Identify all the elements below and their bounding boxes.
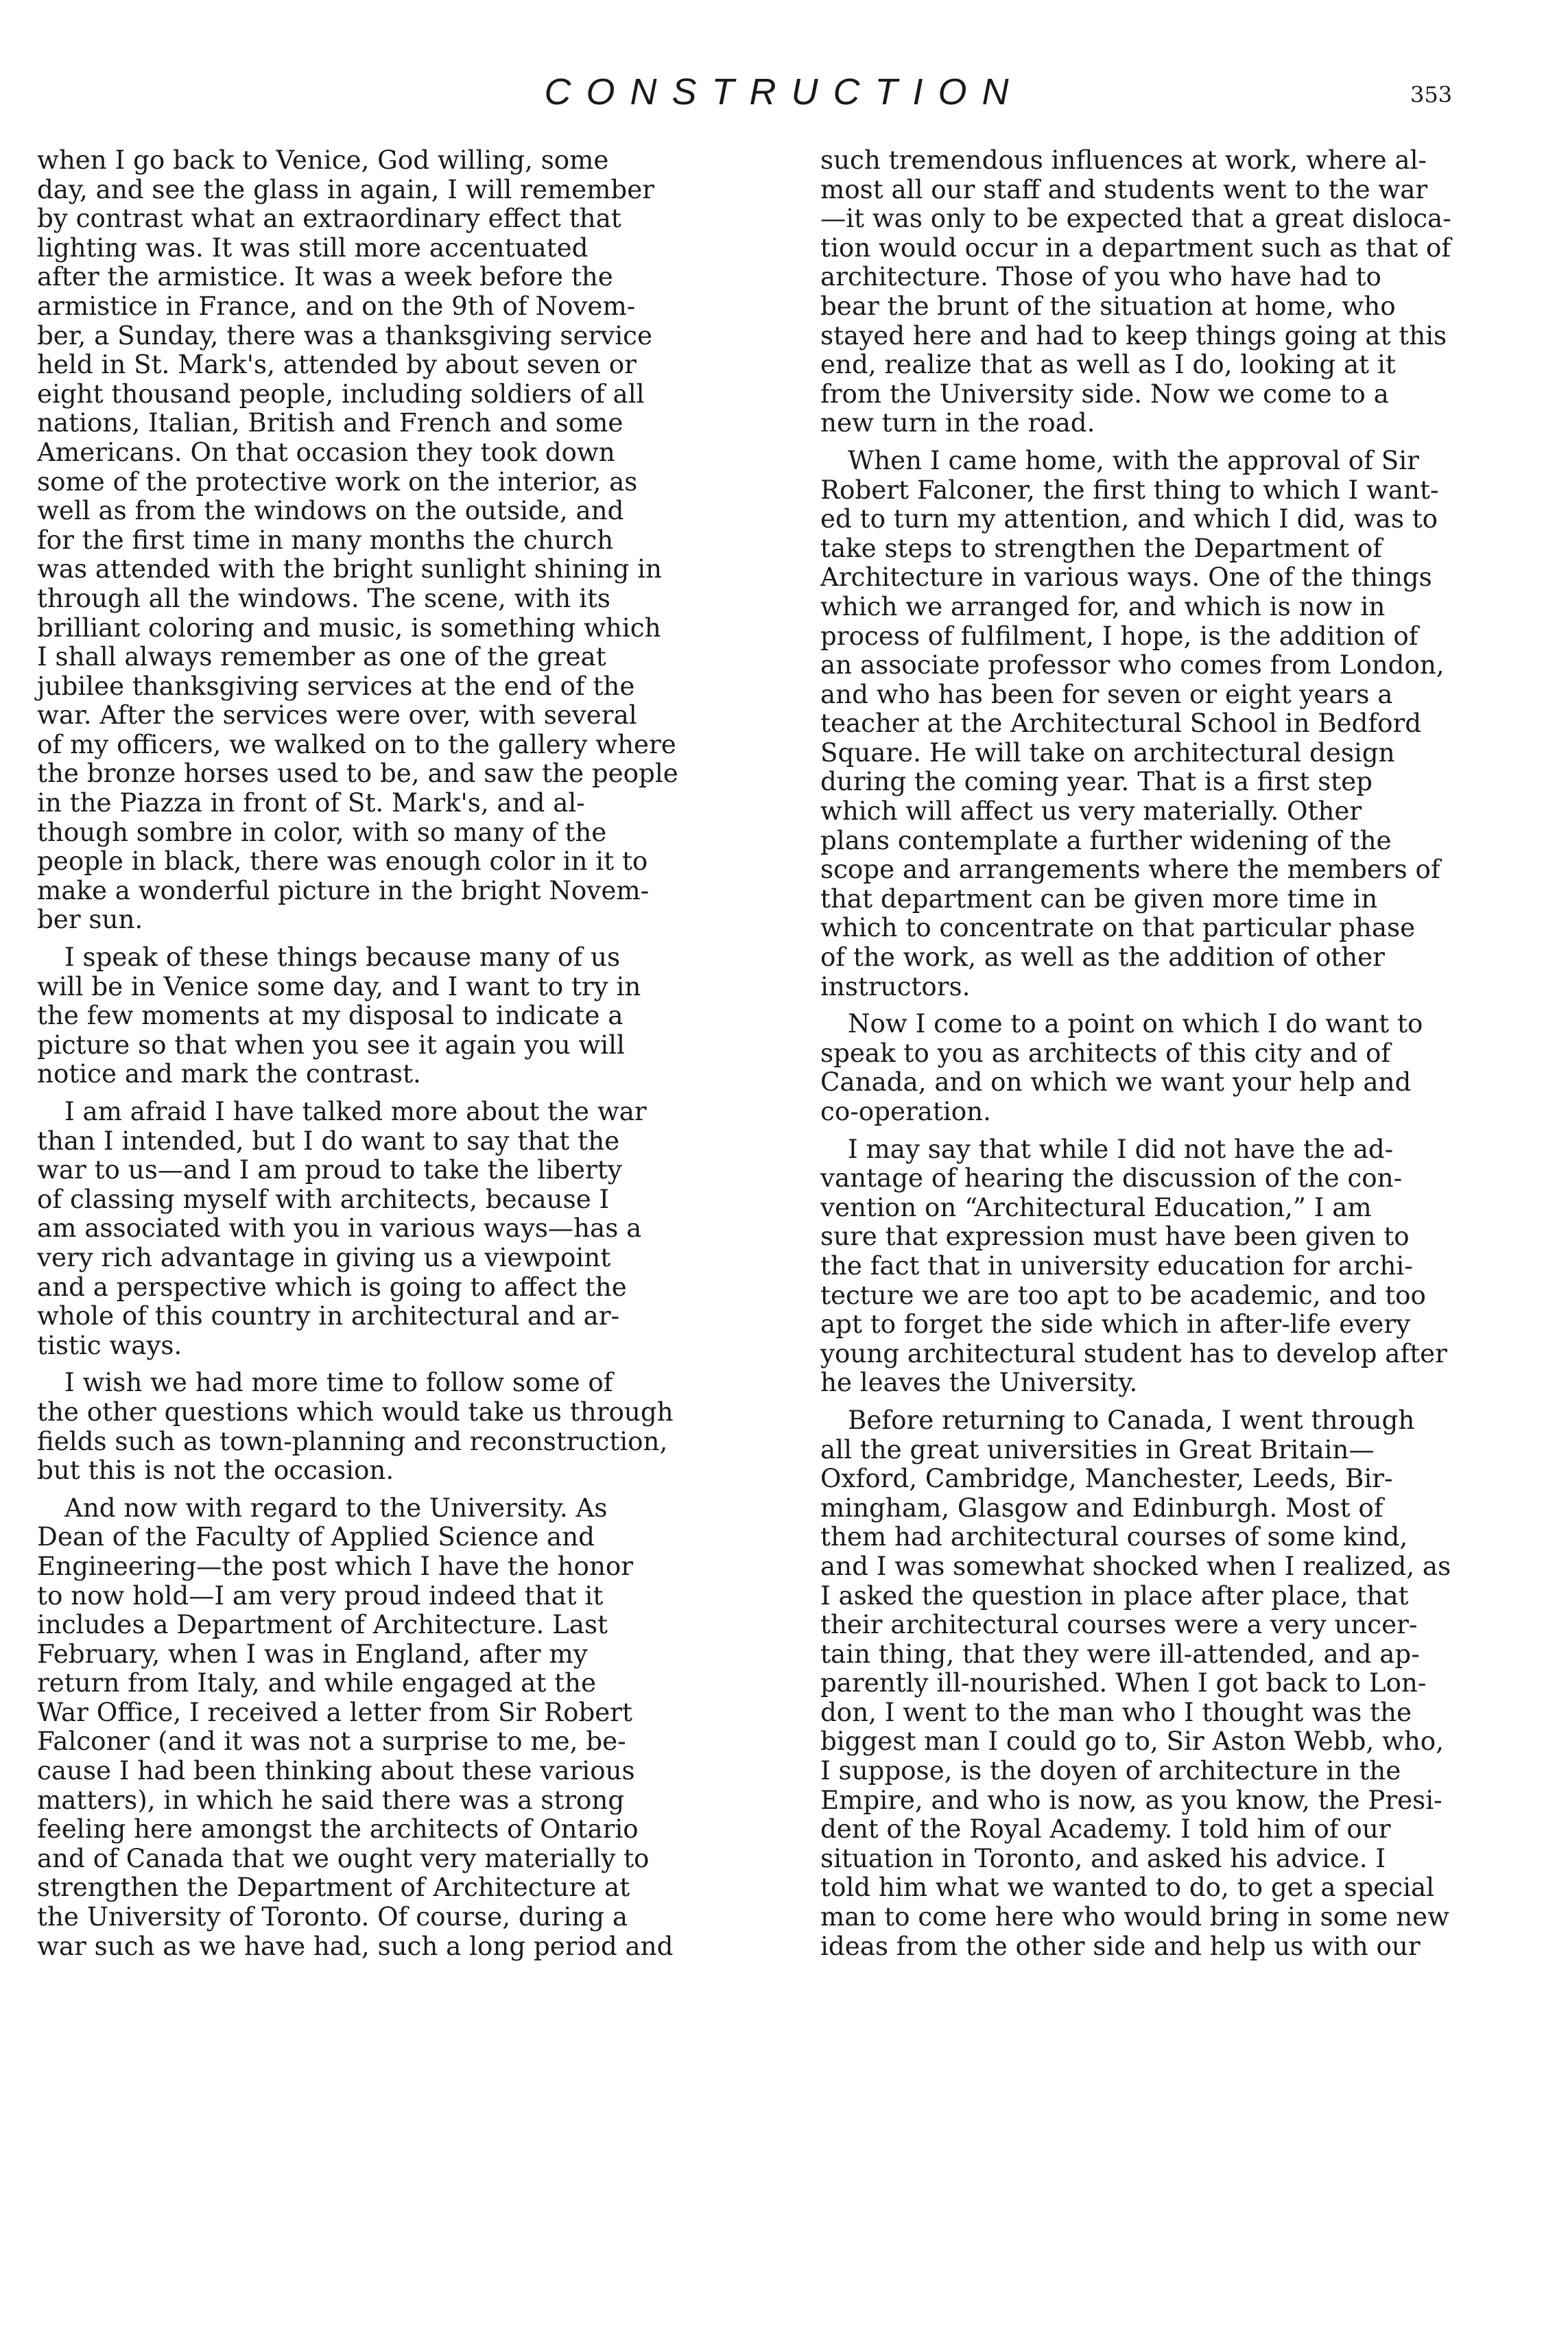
running-title: CONSTRUCTION (544, 71, 1024, 112)
text-line: of the work, as well as the addition of other (820, 942, 1385, 973)
text-line: after the armistice. It was a week before the (37, 261, 613, 292)
text-line: during the coming year. That is a first step (820, 766, 1373, 797)
text-line: end, realize that as well as I do, looking at it (820, 349, 1396, 380)
text-line: And now with regard to the University. As (64, 1492, 608, 1523)
text-line: Robert Falconer, the first thing to which I want- (820, 474, 1439, 505)
text-line: some of the protective work on the interior, as (37, 466, 638, 497)
text-line: cause I had been thinking about these various (37, 1755, 635, 1786)
text-line: Empire, and who is now, as you know, the Presi- (820, 1784, 1442, 1815)
text-line: return from Italy, and while engaged at the (37, 1668, 597, 1698)
text-line: instructors. (820, 971, 971, 1001)
text-line: them had architectural courses of some kind, (820, 1521, 1408, 1552)
text-line: and a perspective which is going to affect the (37, 1271, 627, 1302)
text-line: picture so that when you see it again you will (37, 1029, 625, 1060)
text-line: scope and arrangements where the members of (820, 854, 1440, 885)
text-line: all the great universities in Great Britain— (820, 1434, 1375, 1464)
text-line: than I intended, but I do want to say that the (37, 1125, 620, 1156)
text-line: the fact that in university education for archi- (820, 1250, 1413, 1281)
text-line: I am afraid I have talked more about the war (64, 1096, 647, 1126)
text-line: an associate professor who comes from London, (820, 650, 1445, 680)
text-line: matters), in which he said there was a strong (37, 1784, 625, 1815)
text-line: young architectural student has to develop after (820, 1338, 1447, 1368)
text-line: Oxford, Cambridge, Manchester, Leeds, Bir- (820, 1463, 1393, 1494)
text-line: and of Canada that we ought very materially to (37, 1842, 650, 1873)
text-line: of classing myself with architects, because I (37, 1183, 610, 1214)
text-line: which will affect us very materially. Other (820, 796, 1362, 827)
text-line: tecture we are too apt to be academic, and too (820, 1279, 1426, 1310)
paragraph (37, 942, 750, 1089)
text-line: told him what we wanted to do, to get a special (820, 1872, 1435, 1903)
text-line: Square. He will take on architectural design (820, 737, 1395, 768)
text-line: architecture. Those of you who have had to (820, 261, 1381, 292)
text-line: eight thousand people, including soldiers of all (37, 378, 645, 409)
text-line: he leaves the University. (820, 1367, 1138, 1398)
text-line: bear the brunt of the situation at home, who (820, 290, 1396, 321)
paragraph (820, 1406, 1534, 1960)
text-line: Now I come to a point on which I do want to (848, 1008, 1423, 1039)
text-line: the University of Toronto. Of course, during a (37, 1901, 628, 1932)
text-line: includes a Department of Architecture. Last (37, 1609, 608, 1640)
text-line: of my officers, we walked on to the gallery where (37, 728, 676, 759)
text-line: ideas from the other side and help us with our (820, 1930, 1421, 1961)
text-line: such tremendous influences at work, where al- (820, 145, 1427, 175)
paragraph (820, 446, 1534, 1001)
page-header (0, 71, 1568, 126)
text-line: war such as we have had, such a long period and (37, 1930, 674, 1961)
text-line: and who has been for seven or eight years a (820, 678, 1393, 709)
text-line: am associated with you in various ways—has a (37, 1213, 642, 1244)
text-line: their architectural courses were a very uncer- (820, 1609, 1418, 1640)
text-line: dent of the Royal Academy. I told him of our (820, 1814, 1391, 1845)
text-line: I speak of these things because many of us (64, 942, 621, 973)
text-line: Dean of the Faculty of Applied Science and (37, 1521, 595, 1552)
right-column (820, 145, 1534, 1960)
paragraph (37, 1097, 750, 1360)
text-line: day, and see the glass in again, I will remember (37, 174, 654, 204)
text-line: which to concentrate on that particular phase (820, 912, 1416, 943)
text-line: Falconer (and it was not a surprise to me, be- (37, 1726, 626, 1757)
text-line: very rich advantage in giving us a viewpoint (37, 1242, 611, 1272)
text-line: ber, a Sunday, there was a thanksgiving service (37, 320, 653, 351)
text-line: biggest man I could go to, Sir Aston Webb, who, (820, 1726, 1445, 1757)
paragraph (37, 1493, 750, 1961)
text-line: process of fulfilment, I hope, is the addition of (820, 620, 1418, 651)
text-line: whole of this country in architectural and ar- (37, 1301, 620, 1331)
text-line: I wish we had more time to follow some of (64, 1367, 613, 1398)
text-line: war. After the services were over, with several (37, 700, 637, 731)
text-line: ed to turn my attention, and which I did, was to (820, 503, 1438, 534)
text-line: co-operation. (820, 1096, 991, 1126)
text-line: sure that expression must have been given to (820, 1221, 1410, 1252)
text-line: most all our staff and students went to the war (820, 174, 1428, 204)
text-line: Canada, and on which we want your help and (820, 1067, 1412, 1098)
text-line: mingham, Glasgow and Edinburgh. Most of (820, 1492, 1383, 1523)
text-line: vention on “Architectural Education,” I am (820, 1191, 1372, 1222)
text-line: notice and mark the contrast. (37, 1058, 421, 1089)
text-line: was attended with the bright sunlight shining in (37, 554, 663, 584)
text-line: brilliant coloring and music, is something which (37, 612, 661, 643)
text-line: tion would occur in a department such as that of (820, 232, 1451, 263)
text-line: take steps to strengthen the Department of (820, 532, 1382, 563)
text-line: well as from the windows on the outside, and (37, 495, 624, 526)
text-line: held in St. Mark's, attended by about seven or (37, 349, 637, 380)
text-line: the bronze horses used to be, and saw the people (37, 758, 678, 789)
text-line: speak to you as architects of this city and of (820, 1037, 1391, 1068)
text-line: from the University side. Now we come to a (820, 378, 1389, 409)
text-line: War Office, I received a letter from Sir Robert (37, 1696, 632, 1727)
text-line: but this is not the occasion. (37, 1455, 394, 1486)
text-line: fields such as town-planning and reconstruction, (37, 1425, 668, 1456)
page-number: 353 (1410, 82, 1453, 108)
text-line: apt to forget the side which in after-life every (820, 1309, 1411, 1340)
text-line: strengthen the Department of Architecture at (37, 1872, 630, 1903)
left-column (37, 145, 750, 1960)
paragraph-gap (37, 1485, 750, 1493)
text-line: armistice in France, and on the 9th of Novem- (37, 290, 636, 321)
text-line: February, when I was in England, after my (37, 1638, 588, 1669)
text-line: I shall always remember as one of the great (37, 641, 606, 672)
text-line: nations, Italian, British and French and some (37, 407, 623, 438)
paragraph-gap (820, 1126, 1534, 1135)
text-line: will be in Venice some day, and I want to try in (37, 971, 641, 1001)
text-line: feeling here amongst the architects of Ontario (37, 1814, 639, 1845)
text-line: teacher at the Architectural School in Bedford (820, 708, 1422, 739)
paragraph (37, 1368, 750, 1484)
text-line: parently ill-nourished. When I got back to Lon- (820, 1668, 1427, 1698)
text-line: situation in Toronto, and asked his advice. I (820, 1842, 1386, 1873)
text-line: stayed here and had to keep things going at this (820, 320, 1447, 351)
paragraph (820, 145, 1534, 438)
text-line: by contrast what an extraordinary effect that (37, 203, 621, 234)
text-line: in the Piazza in front of St. Mark's, and al- (37, 787, 585, 818)
text-line: vantage of hearing the discussion of the con- (820, 1163, 1403, 1194)
text-line: man to come here who would bring in some new (820, 1901, 1449, 1932)
text-line: new turn in the road. (820, 407, 1095, 438)
text-line: people in black, there was enough color in it to (37, 846, 648, 877)
text-line: to now hold—I am very proud indeed that it (37, 1580, 604, 1611)
text-line: plans contemplate a further widening of the (820, 825, 1392, 855)
text-line: Engineering—the post which I have the honor (37, 1550, 634, 1581)
text-line: the other questions which would take us through (37, 1396, 674, 1427)
text-line: I may say that while I did not have the ad- (848, 1133, 1394, 1164)
text-line: for the first time in many months the church (37, 524, 614, 555)
text-line: Architecture in various ways. One of the things (820, 562, 1432, 593)
text-line: that department can be given more time in (820, 883, 1378, 914)
text-line: through all the windows. The scene, with its (37, 582, 610, 613)
text-line: lighting was. It was still more accentuated (37, 232, 589, 263)
text-line: war to us—and I am proud to take the liberty (37, 1154, 622, 1185)
text-line: the few moments at my disposal to indicate a (37, 1000, 623, 1031)
paragraph (37, 145, 750, 934)
text-line: I suppose, is the doyen of architecture in the (820, 1755, 1401, 1786)
paragraph (820, 1009, 1534, 1126)
text-line: though sombre in color, with so many of the (37, 816, 607, 847)
text-line: ber sun. (37, 904, 143, 935)
text-line: Americans. On that occasion they took down (37, 436, 615, 467)
text-line: when I go back to Venice, God willing, some (37, 145, 609, 175)
paragraph (820, 1135, 1534, 1397)
text-line: Before returning to Canada, I went through (848, 1404, 1415, 1435)
text-line: make a wonderful picture in the bright Novem- (37, 875, 650, 905)
text-line: don, I went to the man who I thought was the (820, 1696, 1412, 1727)
text-line: jubilee thanksgiving services at the end of the (37, 670, 635, 701)
text-line: —it was only to be expected that a great disloca- (820, 203, 1451, 234)
text-line: tistic ways. (37, 1329, 182, 1360)
text-line: which we arranged for, and which is now in (820, 591, 1386, 621)
text-line: When I came home, with the approval of Sir (848, 444, 1419, 475)
text-line: tain thing, that they were ill-attended, and ap- (820, 1638, 1420, 1669)
text-line: I asked the question in place after place, that (820, 1580, 1409, 1611)
text-line: and I was somewhat shocked when I realized, as (820, 1550, 1451, 1581)
